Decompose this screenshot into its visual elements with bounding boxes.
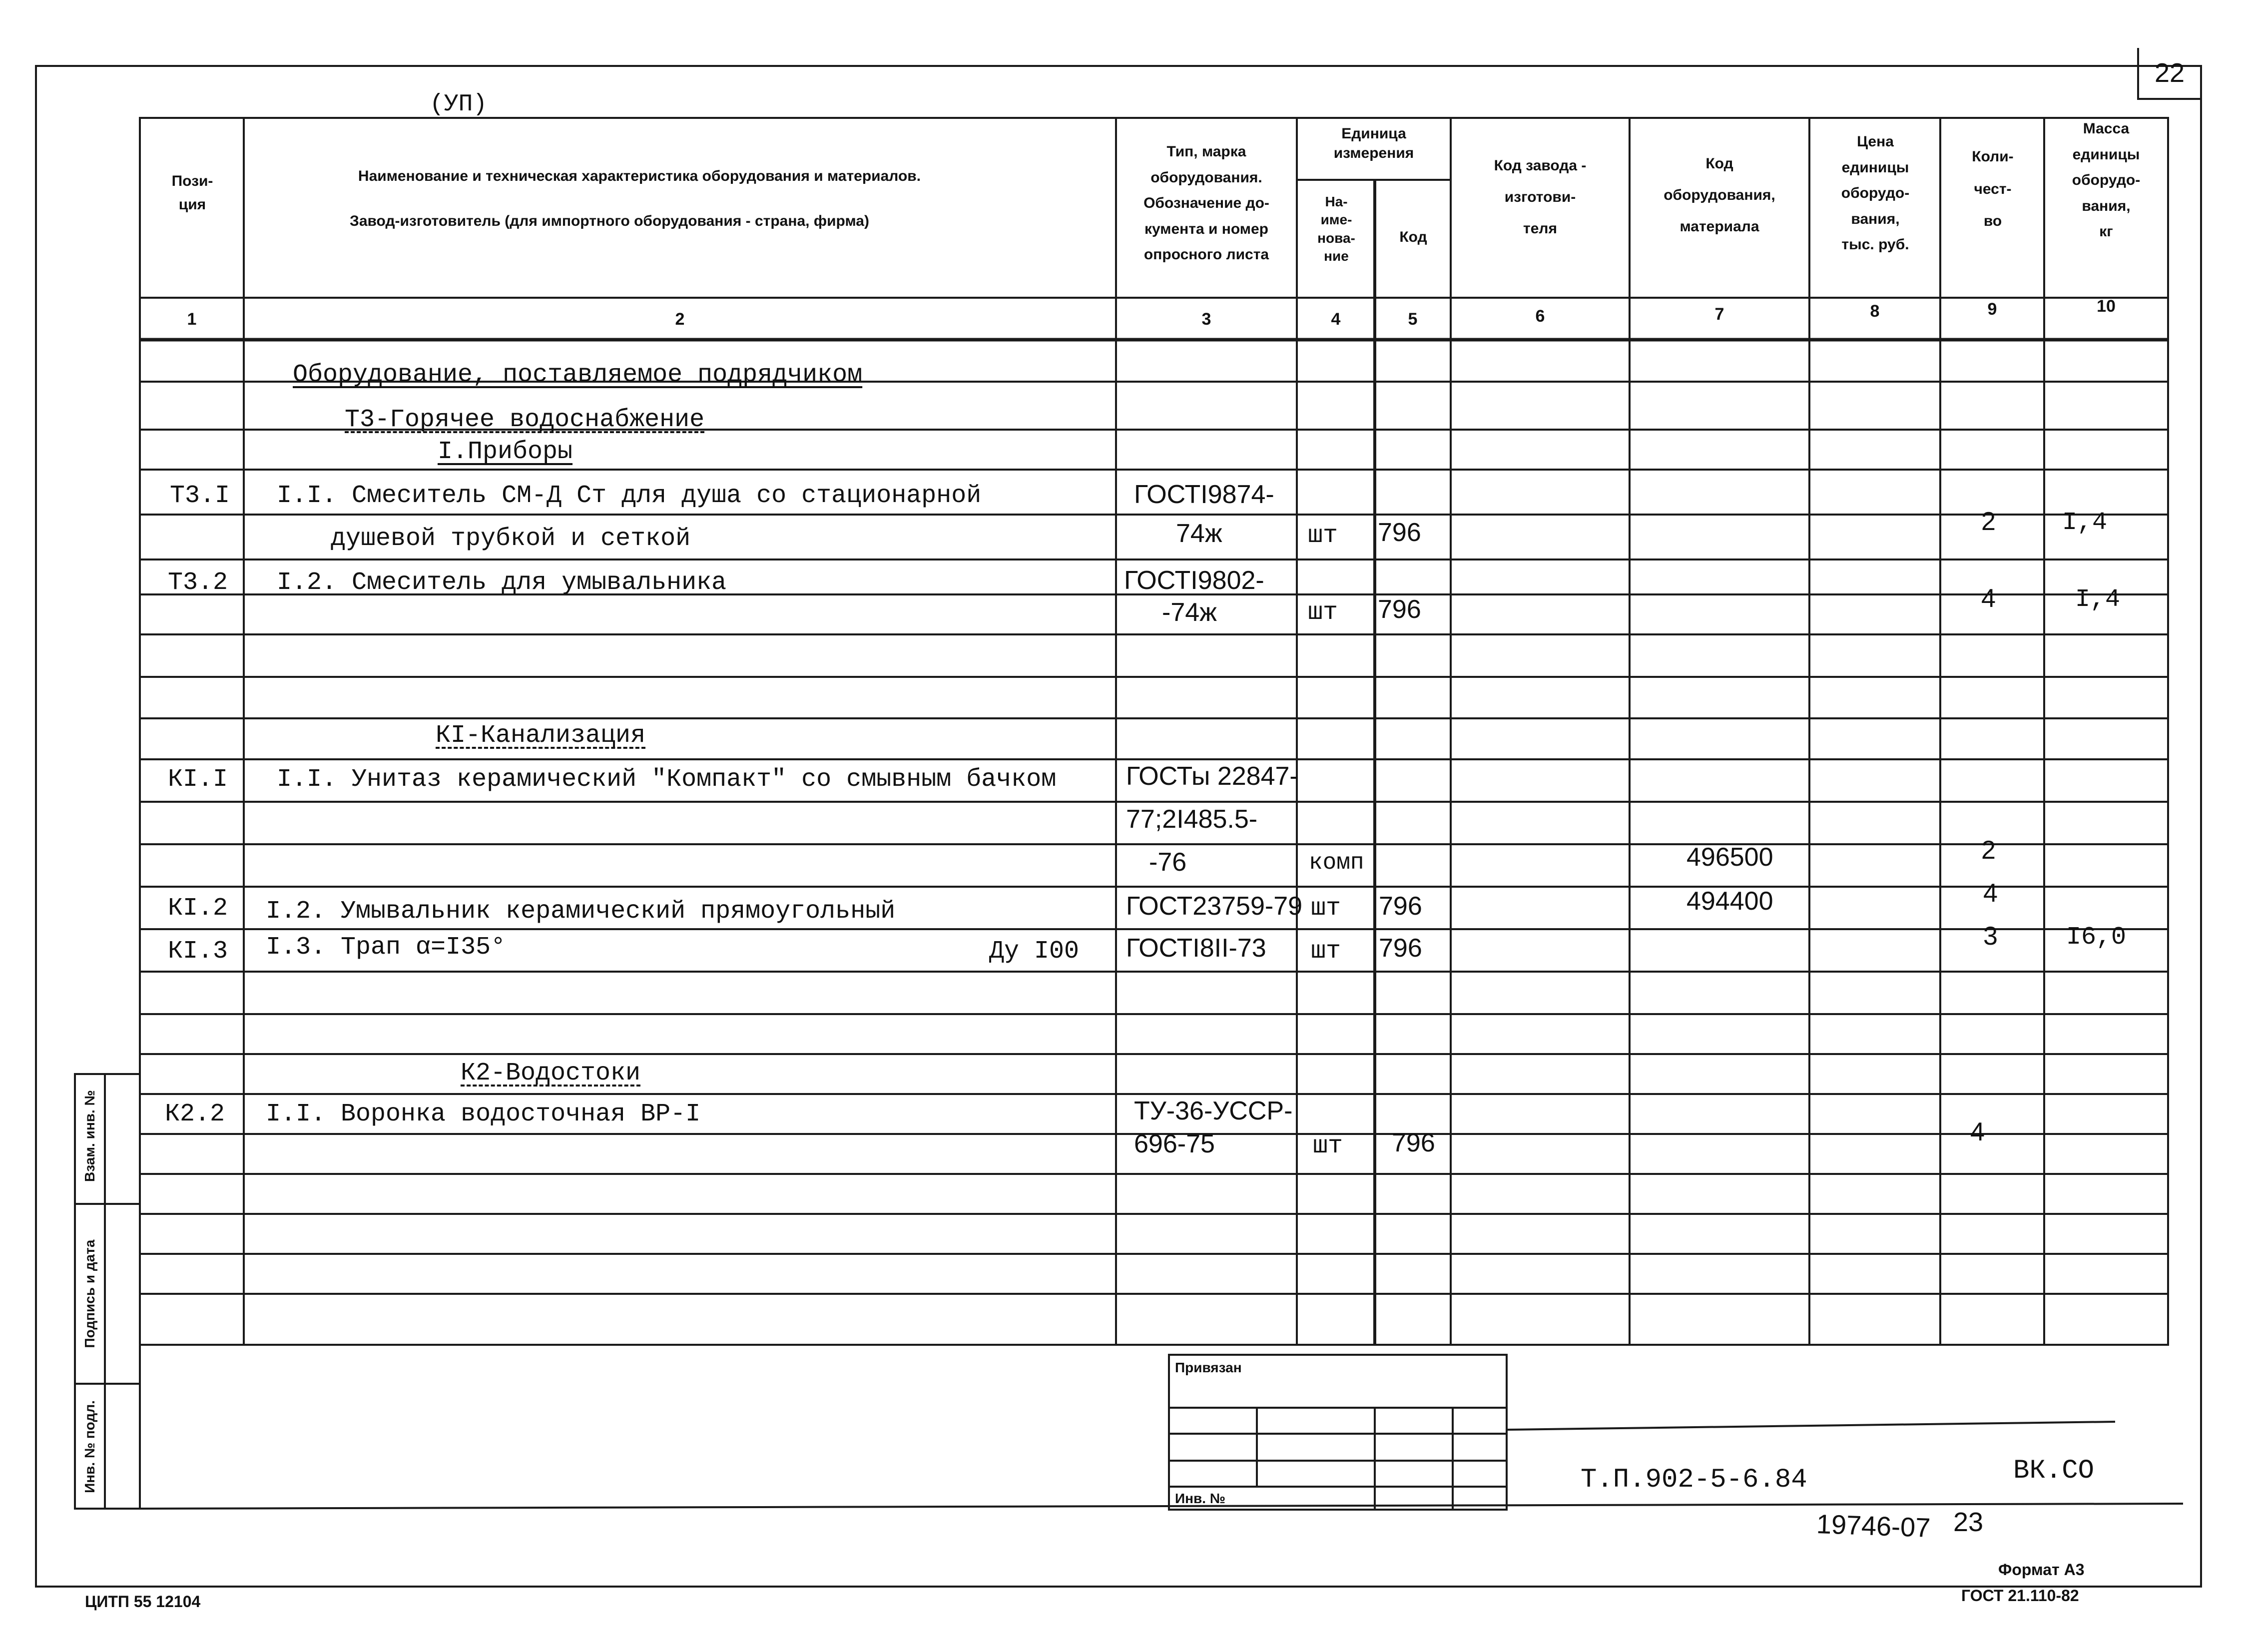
row-t31-mass: I,4: [2062, 509, 2108, 537]
row-k13-unit: шт: [1311, 937, 1341, 966]
colnum-3: 3: [1201, 310, 1211, 329]
footer-gost: ГОСТ 21.110-82: [1961, 1587, 2079, 1605]
row-k13-type: ГОСТI8II-73: [1126, 934, 1266, 963]
row-t32-mass: I,4: [2075, 585, 2121, 614]
row-t31-type: ГОСТI9874-: [1134, 480, 1274, 509]
row-t31-name: I.I. Смеситель СМ-Д Ст для душа со стационарной: [277, 482, 982, 510]
row-k22-unit: шт: [1313, 1132, 1343, 1160]
colnum-9: 9: [1987, 300, 1997, 319]
row-k13-du: Ду I00: [989, 937, 1080, 966]
section-t3: Т3-Горячее водоснабжение: [345, 406, 705, 434]
page-number: 22: [2137, 48, 2200, 100]
header-position: Пози- ция: [171, 173, 213, 213]
section-pribory: I.Приборы: [438, 438, 573, 466]
header-quantity: Коли- чест- во: [1972, 148, 2014, 229]
header-mass: Масса единицы оборудо- вания, кг: [2072, 120, 2141, 240]
colnum-7: 7: [1714, 305, 1724, 324]
row-k11-unit: комп: [1309, 850, 1364, 876]
row-k22-name: I.I. Воронка водосточная ВР-I: [266, 1100, 701, 1128]
row-k11-material-code: 496500: [1686, 843, 1773, 872]
row-k22-qty: 4: [1970, 1117, 1985, 1146]
row-k12-name: I.2. Умывальник керамический прямоугольный: [266, 897, 896, 926]
colnum-6: 6: [1535, 307, 1545, 326]
stamp-inv-original: Инв. № подл.: [82, 1400, 97, 1493]
colnum-4: 4: [1331, 310, 1341, 329]
row-k13-name: I.3. Трап α=I35°: [266, 933, 506, 962]
row-k11-position: КI.I: [168, 765, 228, 794]
row-k12-unit: шт: [1311, 894, 1341, 923]
section-contractor: Оборудование, поставляемое подрядчиком: [293, 361, 863, 389]
footer-left-code: ЦИТП 55 12104: [85, 1593, 201, 1611]
row-k11-type-cont2: -76: [1149, 848, 1187, 877]
row-k22-position: К2.2: [165, 1100, 225, 1128]
row-k11-type: ГОСТы 22847-: [1126, 762, 1298, 791]
inv-no-label: Инв. №: [1175, 1491, 1226, 1506]
row-t32-position: Т3.2: [168, 568, 228, 597]
row-k11-type-cont: 77;2I485.5-: [1126, 805, 1258, 834]
header-price: Цена единицы оборудо- вания, тыс. руб.: [1841, 133, 1910, 253]
form-code: (УП): [430, 91, 488, 118]
privyazan-label: Привязан: [1175, 1360, 1242, 1375]
stamp-vzam-inv: Взам. инв. №: [82, 1090, 97, 1182]
row-k12-material-code: 494400: [1686, 887, 1773, 916]
header-name-line1: Наименование и техническая характеристика оборудования и материалов.: [358, 168, 921, 184]
row-t31-type-cont: 74ж: [1176, 519, 1222, 548]
header-unit: Единица измерения: [1333, 125, 1414, 161]
row-t31-qty: 2: [1981, 507, 1996, 536]
row-t32-type: ГОСТI9802-: [1124, 566, 1264, 595]
stamp-signature-date: Подпись и дата: [82, 1239, 97, 1348]
row-t31-position: Т3.I: [170, 482, 230, 510]
row-k12-type: ГОСТ23759-79: [1126, 892, 1303, 921]
header-equipment-code: Код оборудования, материала: [1664, 155, 1775, 235]
section-k2: К2-Водостоки: [461, 1059, 641, 1088]
header-unit-code: Код: [1399, 229, 1427, 245]
row-t32-qty: 4: [1981, 584, 1996, 613]
footer-format: Формат А3: [1998, 1561, 2085, 1579]
row-k13-position: КI.3: [168, 937, 228, 966]
row-t31-name-cont: душевой трубкой и сеткой: [331, 525, 691, 553]
row-t31-unit: шт: [1308, 522, 1338, 550]
row-t32-type-cont: -74ж: [1162, 598, 1217, 627]
row-t32-name: I.2. Смеситель для умывальника: [277, 568, 727, 597]
section-k1: КI-Канализация: [436, 721, 646, 750]
row-k22-type-cont: 696-75: [1134, 1129, 1215, 1158]
header-factory-code: Код завода - изготови- теля: [1494, 157, 1587, 237]
row-t32-unit: шт: [1308, 598, 1338, 627]
header-unit-name: На- име- нова- ние: [1317, 194, 1355, 264]
row-k22-code: 796: [1392, 1128, 1435, 1157]
row-k13-code: 796: [1379, 934, 1422, 963]
row-k11-qty: 2: [1981, 836, 1996, 865]
archive-sheet: 23: [1953, 1507, 1984, 1537]
colnum-5: 5: [1408, 310, 1418, 329]
row-k22-type: ТУ-36-УССР-: [1134, 1097, 1293, 1125]
row-k12-code: 796: [1379, 892, 1422, 921]
colnum-8: 8: [1870, 302, 1880, 321]
colnum-10: 10: [2097, 297, 2116, 316]
header-type: Тип, марка оборудования. Обозначение до- кумента и номер опросного листа: [1143, 143, 1269, 263]
row-t32-code: 796: [1378, 595, 1421, 624]
row-t31-code: 796: [1378, 518, 1421, 547]
row-k11-name: I.I. Унитаз керамический "Компакт" со смывным бачком: [277, 765, 1057, 794]
row-k13-qty: 3: [1983, 922, 1998, 951]
row-k12-position: КI.2: [168, 894, 228, 923]
colnum-2: 2: [675, 310, 685, 329]
archive-number: 19746-07: [1816, 1509, 1931, 1543]
row-k12-qty: 4: [1983, 879, 1998, 908]
colnum-1: 1: [187, 310, 197, 329]
header-name-line2: Завод-изготовитель (для импортного оборудования - страна, фирма): [350, 213, 869, 229]
row-k13-mass: I6,0: [2066, 923, 2127, 952]
sheet-code: ВК.СО: [2013, 1456, 2095, 1486]
document-code: Т.П.902-5-6.84: [1581, 1465, 1807, 1495]
